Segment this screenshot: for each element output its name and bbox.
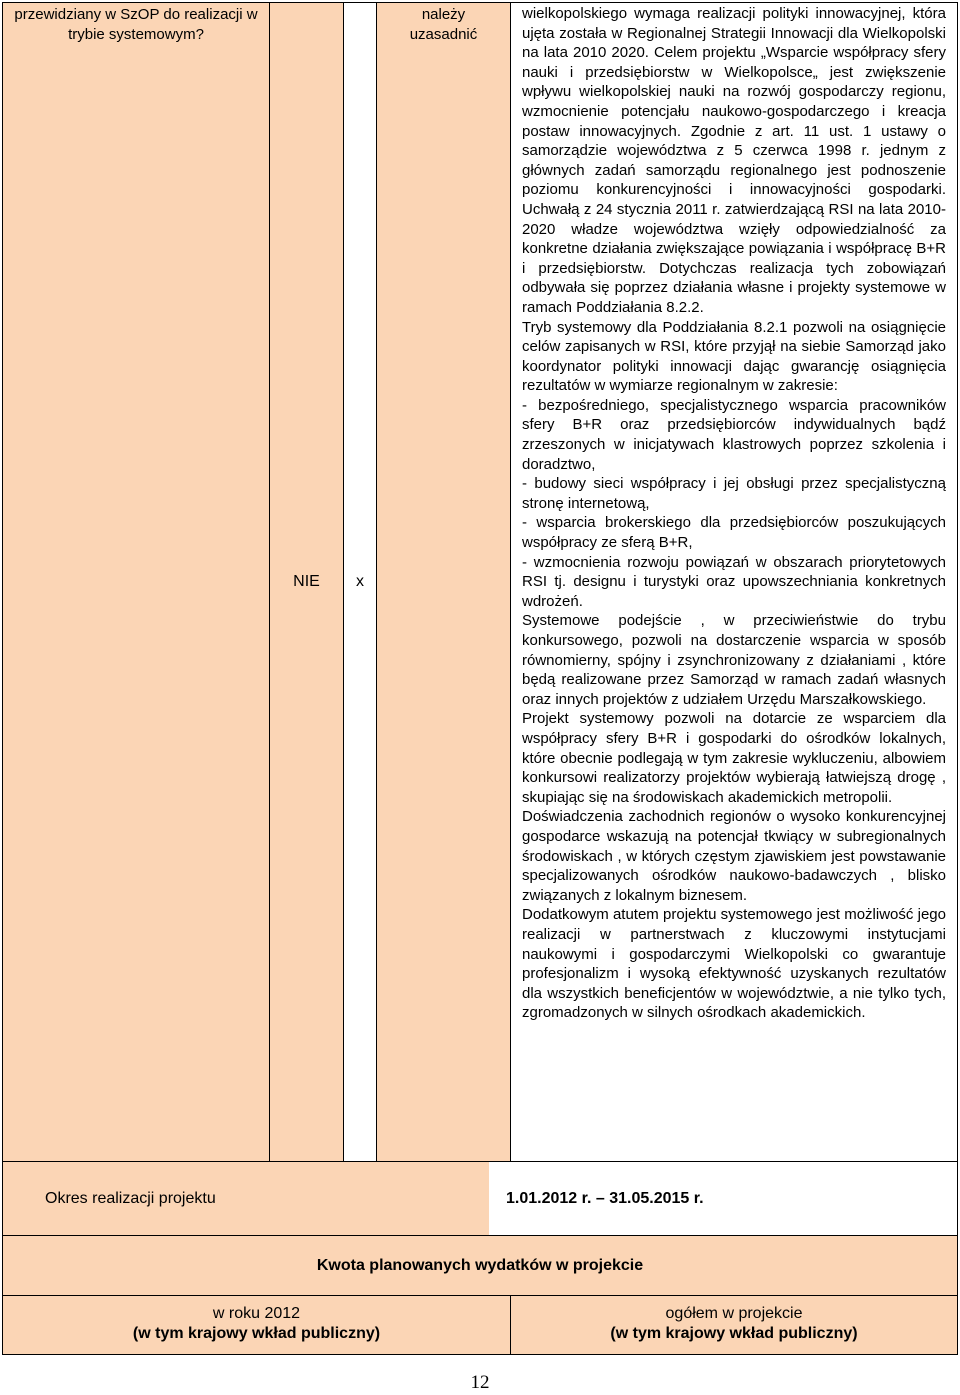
budget-header-title: Kwota planowanych wydatków w projekcie [316, 1256, 644, 1274]
justification-paragraph: - budowy sieci współpracy i jej obsługi przez specjalistyczną stronę internetową, [522, 475, 946, 512]
table-border [2, 2, 3, 1355]
justification-paragraph: Dodatkowym atutem projektu systemowego jest możliwość jego realizacji w partnerstwach z kluczowymi instytucjami naukowymi i gospodarczymi Wielkopolski co gwarantuje profesjonalizm i wysoką efektywność uzyskanych rezultatów dla wszystkich beneficjentów w województwie, a nie tylko tych, zgromadzonych w silnych ośrodkach akademickich. [522, 906, 946, 1022]
justification-paragraph: - wsparcia brokerskiego dla przedsiębiorców poszukujących współpracy ze sferą B+R, [522, 514, 946, 552]
table-border [343, 2, 344, 1162]
table-border [2, 2, 958, 3]
table-border [957, 2, 958, 1355]
justification-paragraph: - bezpośredniego, specjalistycznego wsparcia pracowników sfery B+R oraz przedsiębiorców indywidualnych bądź zrzeszonych w inicjatywach klastrowych poprzez szkolenia i doradztwo, [522, 396, 946, 473]
note-cell [377, 3, 510, 1161]
answer-cell [270, 3, 343, 1161]
table-border [510, 2, 511, 1162]
table-border [2, 1354, 958, 1355]
budget-year-cell [3, 1296, 510, 1354]
budget-total-cell [511, 1296, 957, 1354]
justification-paragraph: Doświadczenia zachodnich regionów o wysoko konkurencyjnej gospodarce wskazują na potencjał tkwiący w subregionalnych środowiskach , w których częstym zjawiskiem jest powstawanie specjalizowanych ośrodków naukowo-badawczych , blisko związanych z lokalnym biznesem. [522, 808, 946, 904]
justification-paragraph: Tryb systemowy dla Poddziałania 8.2.1 pozwoli na osiągnięcie celów zapisanych w RSI, które przyjął na siebie Samorząd jako koordynator polityki innowacji dając gwarancję osiągnięcia rezultatów w wymiarze regionalnym w zakresie: [522, 318, 946, 395]
table-border [2, 1161, 958, 1162]
question-cell [3, 3, 269, 1161]
budget-total-line1: ogółem w projekcie [665, 1305, 803, 1322]
marker-value: x [356, 573, 364, 591]
note-text: należy uzasadnić [409, 6, 478, 43]
budget-year-line1: w roku 2012 [212, 1305, 301, 1322]
answer-value: NIE [293, 573, 320, 591]
table-border [510, 1295, 511, 1355]
period-value: 1.01.2012 r. – 31.05.2015 r. [506, 1189, 704, 1207]
question-text: przewidziany w SzOP do realizacji w trybie systemowym? [14, 6, 258, 43]
table-border [2, 1295, 958, 1296]
justification-cell [511, 3, 957, 1161]
justification-paragraph: Systemowe podejście , w przeciwieństwie do trybu konkursowego, pozwoli na dostarczenie wsparcia w sposób równomierny, spójny i zsynchronizowany z działaniami , które będą realizowane przez Samorząd w ramach zadań własnych oraz innych projektów z udziałem Urzędu Marszałkowskiego. [522, 612, 946, 708]
budget-header-cell [3, 1236, 957, 1295]
budget-total-line2: (w tym krajowy wkład publiczny) [610, 1325, 858, 1342]
table-border [376, 2, 377, 1162]
table-border [2, 1235, 958, 1236]
marker-cell [344, 3, 376, 1161]
period-value-cell [490, 1162, 957, 1235]
justification-paragraph: Projekt systemowy pozwoli na dotarcie ze wsparciem dla współpracy sfery B+R i gospodarki do ośrodków lokalnych, które obecnie podlegają w tym zakresie wykluczeniu, albowiem konkursowi realizatorzy projektów wybierają łatwiejszą drogę , skupiając się na środowiskach akademickich metropolii. [522, 710, 946, 806]
page-number-value: 12 [470, 1372, 490, 1393]
table-border [269, 2, 270, 1162]
page-number [455, 1372, 505, 1394]
period-label-cell [3, 1162, 489, 1235]
period-label: Okres realizacji projektu [45, 1189, 216, 1207]
justification-paragraph: - wzmocnienia rozwoju powiązań w obszarach priorytetowych RSI tj. designu i turystyki oraz upowszechniania konkretnych wdrożeń. [522, 553, 946, 610]
justification-paragraph: wielkopolskiego wymaga realizacji polityki innowacyjnej, która ujęta została w Regionalnej Strategii Innowacji dla Wielkopolski na lata 2010 2020. Celem projektu „Wsparcie współpracy sfery nauki i przedsiębiorstw w Wielkopolsce„ jest zwiększenie wpływu wielkopolskiej nauki na rozwój gospodarczy regionu, wzmocnienie potencjału naukowo-gospodarczego i kreacja postaw innowacyjnych. Zgodnie z art. 11 ust. 1 ustawy o samorządzie województwa z 5 czerwca 1998 r. jednym z głównych zadań samorządu regionalnego jest podnoszenie poziomu konkurencyjności i innowacyjności gospodarki. Uchwałą z 24 stycznia 2011 r. zatwierdzającą RSI na lata 2010-2020 władze województwa wzięły odpowiedzialność za konkretne działania zwiększające powiązania i współpracę B+R i przedsiębiorstw. Dotychczas realizacja tych zobowiązań odbywała się poprzez działania własne i projekty systemowe w ramach Poddziałania 8.2.2. [522, 5, 946, 316]
budget-year-line2: (w tym krajowy wkład publiczny) [132, 1325, 381, 1342]
